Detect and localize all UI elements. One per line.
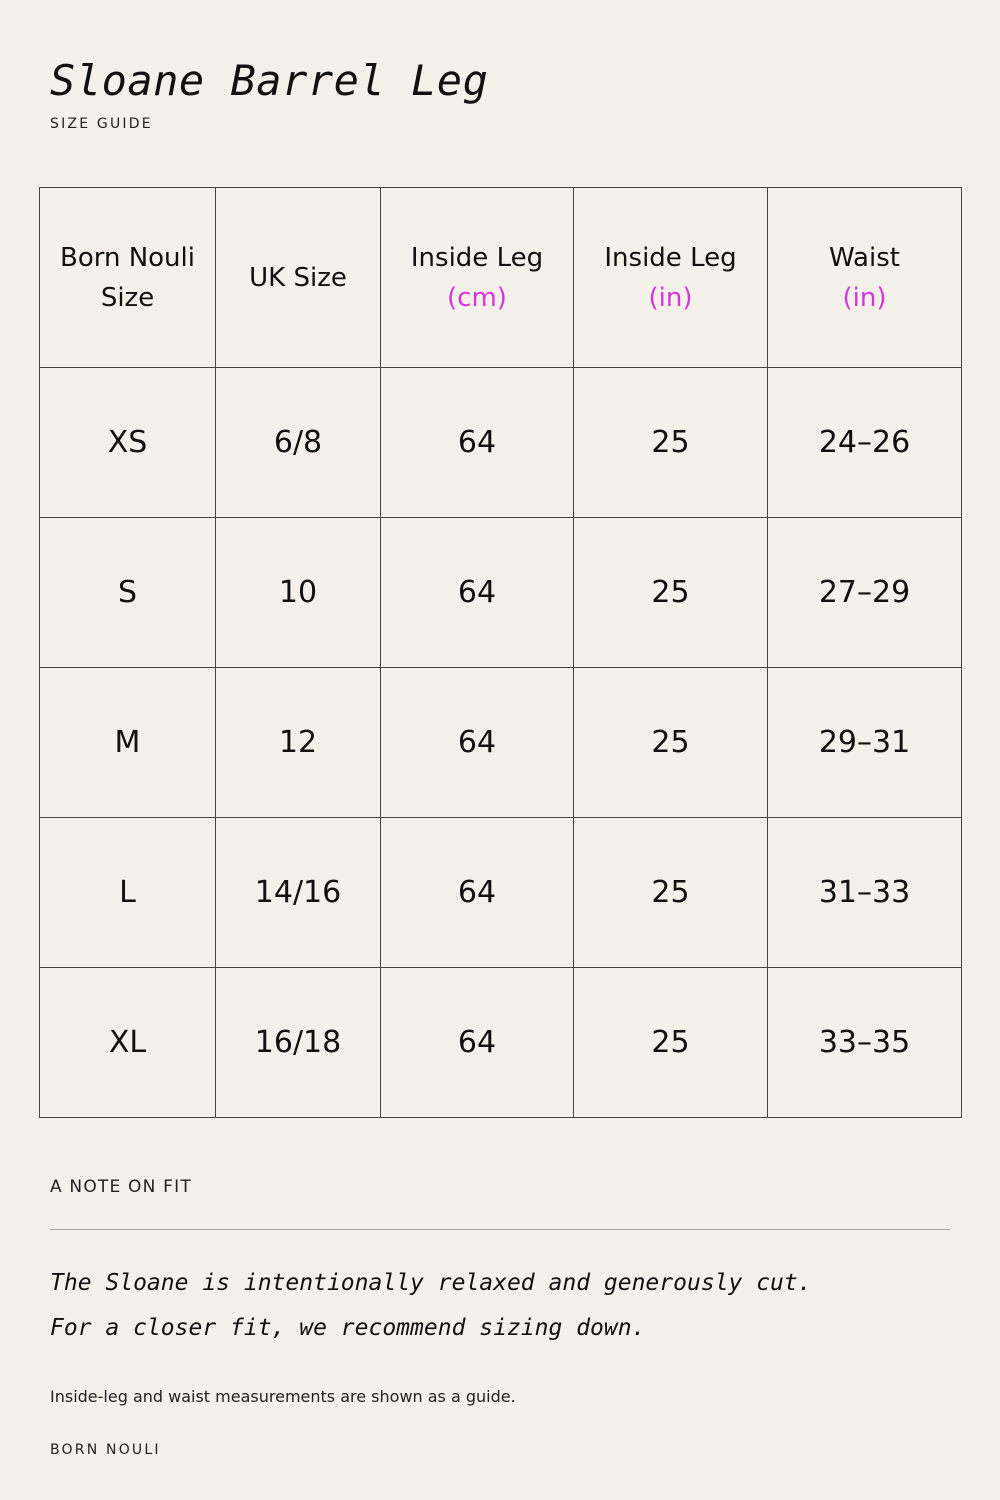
cell-waist-in: 31–33 <box>768 818 962 968</box>
fit-note-text: The Sloane is intentionally relaxed and generously cut. <box>50 1270 812 1296</box>
cell-inside-leg-cm: 64 <box>381 368 574 518</box>
table-header-row <box>40 188 962 368</box>
table-row <box>40 518 962 668</box>
page-title: Sloane Barrel Leg <box>50 56 489 105</box>
column-header-label: Inside Leg <box>604 242 737 273</box>
column-header-label: Size <box>100 282 155 313</box>
column-header-label: Waist <box>829 242 900 273</box>
cell-uk-size: 16/18 <box>216 968 381 1118</box>
cell-uk-size: 10 <box>216 518 381 668</box>
cell-born-nouli-size: L <box>40 818 216 968</box>
cell-inside-leg-in: 25 <box>574 368 768 518</box>
fit-note-divider <box>50 1229 950 1230</box>
column-header-label: UK Size <box>249 262 347 293</box>
fit-note-text: For a closer fit, we recommend sizing down. <box>50 1315 646 1341</box>
cell-inside-leg-in: 25 <box>574 518 768 668</box>
cell-inside-leg-in: 25 <box>574 668 768 818</box>
column-header-uk-size <box>216 188 381 368</box>
size-table <box>39 187 962 1118</box>
cell-uk-size: 6/8 <box>216 368 381 518</box>
cell-inside-leg-cm: 64 <box>381 818 574 968</box>
column-header-inside-leg-cm <box>381 188 574 368</box>
column-header-label: Inside Leg <box>410 242 544 273</box>
column-header-unit: (cm) <box>447 282 507 313</box>
table-row <box>40 368 962 518</box>
cell-born-nouli-size: M <box>40 668 216 818</box>
cell-born-nouli-size: XL <box>40 968 216 1118</box>
cell-uk-size: 12 <box>216 668 381 818</box>
column-header-inside-leg-in <box>574 188 768 368</box>
measurement-disclaimer: Inside-leg and waist measurements are shown as a guide. <box>50 1387 516 1406</box>
cell-inside-leg-cm: 64 <box>381 668 574 818</box>
column-header-unit: (in) <box>842 282 887 313</box>
cell-inside-leg-cm: 64 <box>381 518 574 668</box>
column-header-label: Born Nouli <box>59 242 195 273</box>
column-header-unit: (in) <box>648 282 693 313</box>
table-row <box>40 968 962 1118</box>
column-header-born-nouli-size <box>40 188 216 368</box>
table-row <box>40 818 962 968</box>
cell-inside-leg-cm: 64 <box>381 968 574 1118</box>
brand-name: BORN NOULI <box>50 1442 161 1458</box>
page-subtitle: SIZE GUIDE <box>50 116 153 132</box>
cell-born-nouli-size: S <box>40 518 216 668</box>
cell-waist-in: 24–26 <box>768 368 962 518</box>
fit-note-heading: A NOTE ON FIT <box>50 1177 192 1197</box>
cell-waist-in: 33–35 <box>768 968 962 1118</box>
table-row <box>40 668 962 818</box>
cell-waist-in: 29–31 <box>768 668 962 818</box>
cell-born-nouli-size: XS <box>40 368 216 518</box>
cell-waist-in: 27–29 <box>768 518 962 668</box>
cell-inside-leg-in: 25 <box>574 818 768 968</box>
cell-uk-size: 14/16 <box>216 818 381 968</box>
column-header-waist-in <box>768 188 962 368</box>
cell-inside-leg-in: 25 <box>574 968 768 1118</box>
